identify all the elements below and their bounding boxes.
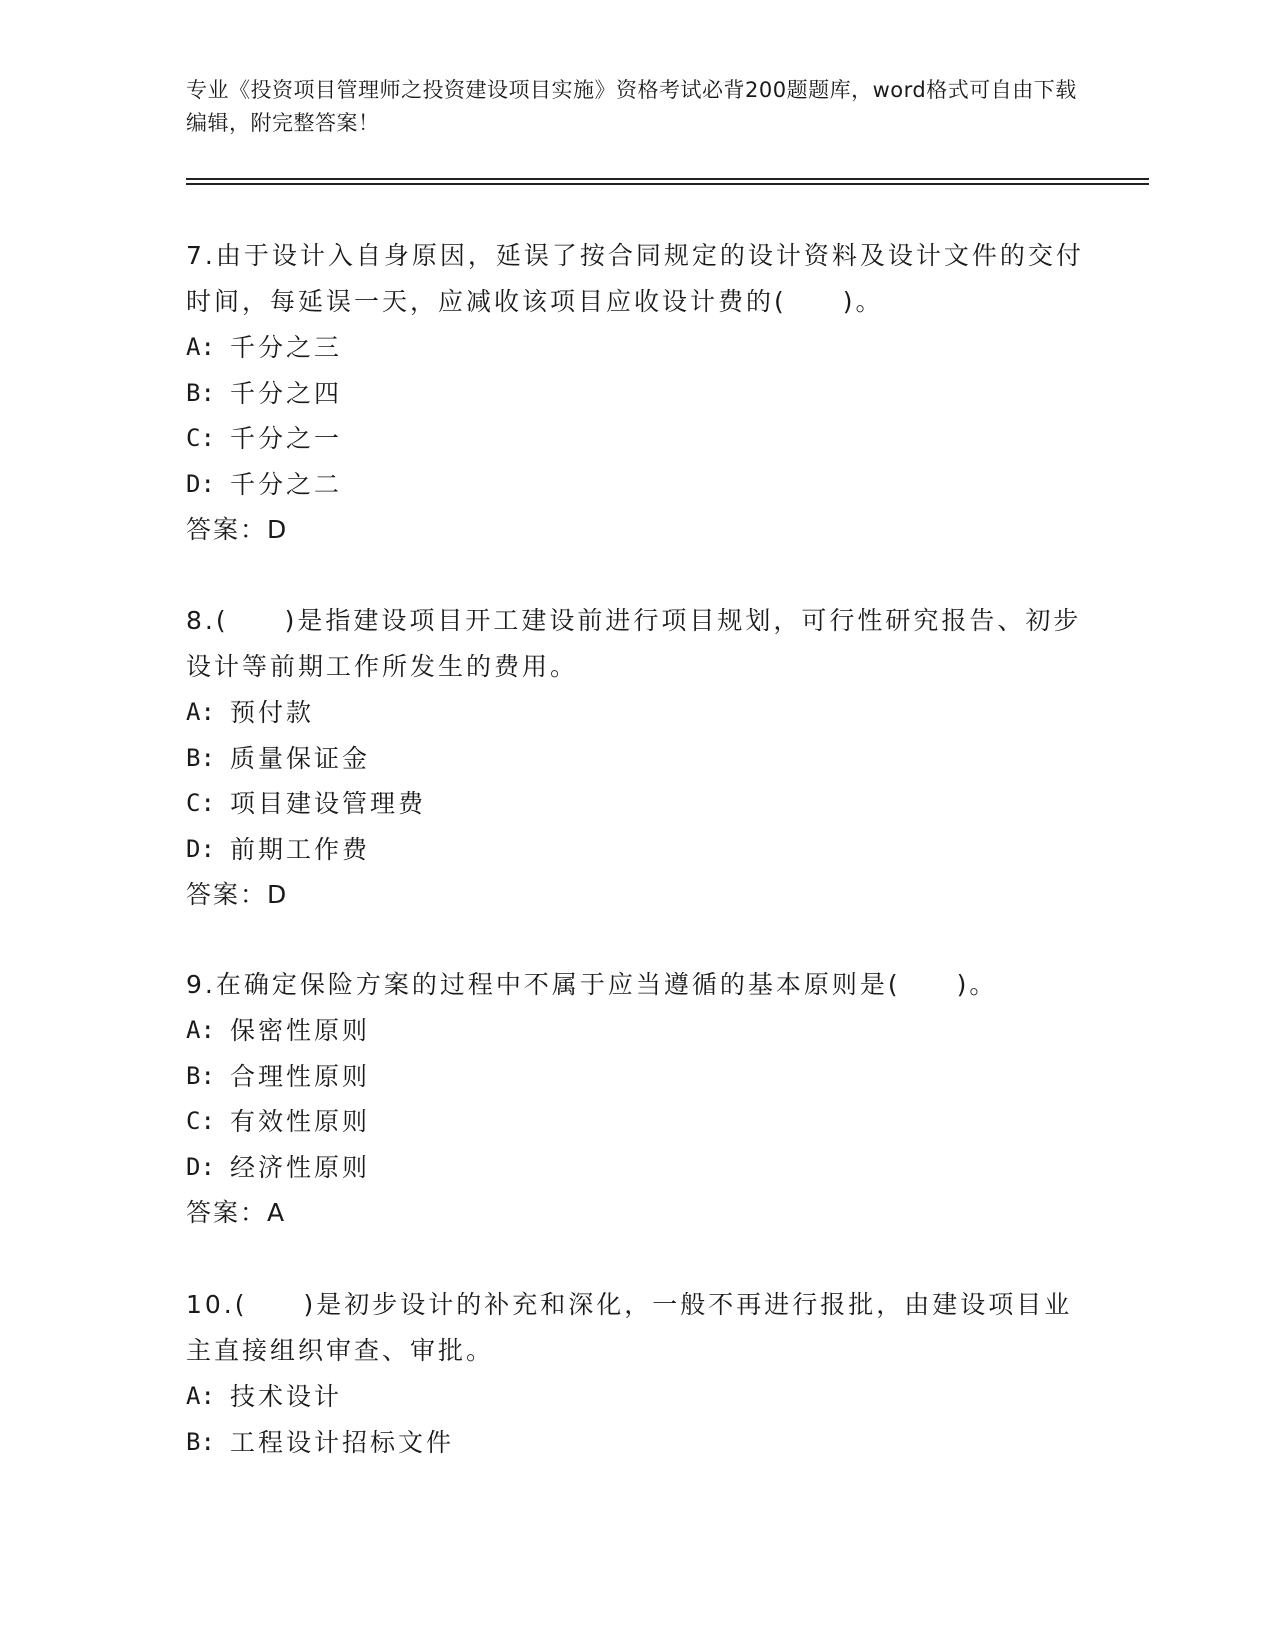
option-b: [186, 371, 1086, 417]
answer-line: 答案：D: [186, 515, 289, 544]
option-text: 千分之二: [230, 469, 343, 499]
question-9: [186, 962, 1086, 1236]
option-letter: D:: [186, 1152, 215, 1181]
option-text: 技术设计: [230, 1382, 343, 1411]
option-text: 保密性原则: [230, 1016, 371, 1045]
option-text: 预付款: [230, 698, 315, 727]
option-text: 有效性原则: [230, 1107, 371, 1136]
option-text: 合理性原则: [230, 1061, 371, 1091]
option-text: 项目建设管理费: [230, 789, 427, 818]
question-stem: 10.( )是初步设计的补充和深化，一般不再进行报批，由建设项目业主直接组织审查、审批。: [186, 1290, 1073, 1365]
question-8: [186, 598, 1086, 918]
option-text: 前期工作费: [230, 834, 371, 864]
option-a: [186, 1374, 1086, 1420]
option-text: 质量保证金: [230, 743, 371, 773]
option-letter: B:: [186, 1427, 215, 1456]
question-10: [186, 1282, 1086, 1465]
question-stem: 7.由于设计入自身原因，延误了按合同规定的设计资料及设计文件的交付时间，每延误一天，应减收该项目应收设计费的( )。: [186, 241, 1084, 316]
option-letter: A:: [186, 333, 215, 361]
option-b: [186, 1420, 1086, 1466]
header-rule-top: [186, 178, 1149, 180]
answer-line: 答案：D: [186, 880, 289, 909]
option-c: [186, 781, 1086, 827]
option-letter: B:: [186, 1061, 215, 1090]
option-letter: D:: [186, 834, 215, 863]
option-text: 经济性原则: [230, 1152, 371, 1182]
option-b: [186, 1054, 1086, 1100]
option-text: 千分之三: [230, 333, 343, 362]
option-letter: A:: [186, 1016, 215, 1044]
option-c: [186, 1099, 1086, 1145]
option-letter: D:: [186, 469, 215, 498]
document-header: 专业《投资项目管理师之投资建设项目实施》资格考试必背200题题库，word格式可自由下载编辑，附完整答案！: [186, 78, 1077, 135]
option-d: [186, 462, 1086, 508]
option-letter: B:: [186, 743, 215, 772]
option-b: [186, 736, 1086, 782]
option-a: [186, 690, 1086, 736]
option-letter: C:: [186, 1107, 215, 1135]
option-d: [186, 1145, 1086, 1191]
question-stem: 9.在确定保险方案的过程中不属于应当遵循的基本原则是( )。: [186, 970, 998, 999]
question-stem: 8.( )是指建设项目开工建设前进行项目规划，可行性研究报告、初步设计等前期工作所发生的费用。: [186, 606, 1082, 681]
option-a: [186, 325, 1086, 371]
option-text: 千分之一: [230, 424, 343, 453]
option-d: [186, 827, 1086, 873]
option-letter: A:: [186, 698, 215, 726]
option-letter: C:: [186, 789, 215, 817]
option-text: 千分之四: [230, 378, 343, 408]
question-7: [186, 233, 1086, 553]
option-letter: A:: [186, 1382, 215, 1410]
header-rule-bottom: [186, 183, 1149, 185]
option-letter: C:: [186, 424, 215, 452]
answer-line: 答案：A: [186, 1198, 287, 1227]
option-c: [186, 416, 1086, 462]
option-letter: B:: [186, 378, 215, 407]
option-text: 工程设计招标文件: [230, 1427, 455, 1457]
option-a: [186, 1008, 1086, 1054]
